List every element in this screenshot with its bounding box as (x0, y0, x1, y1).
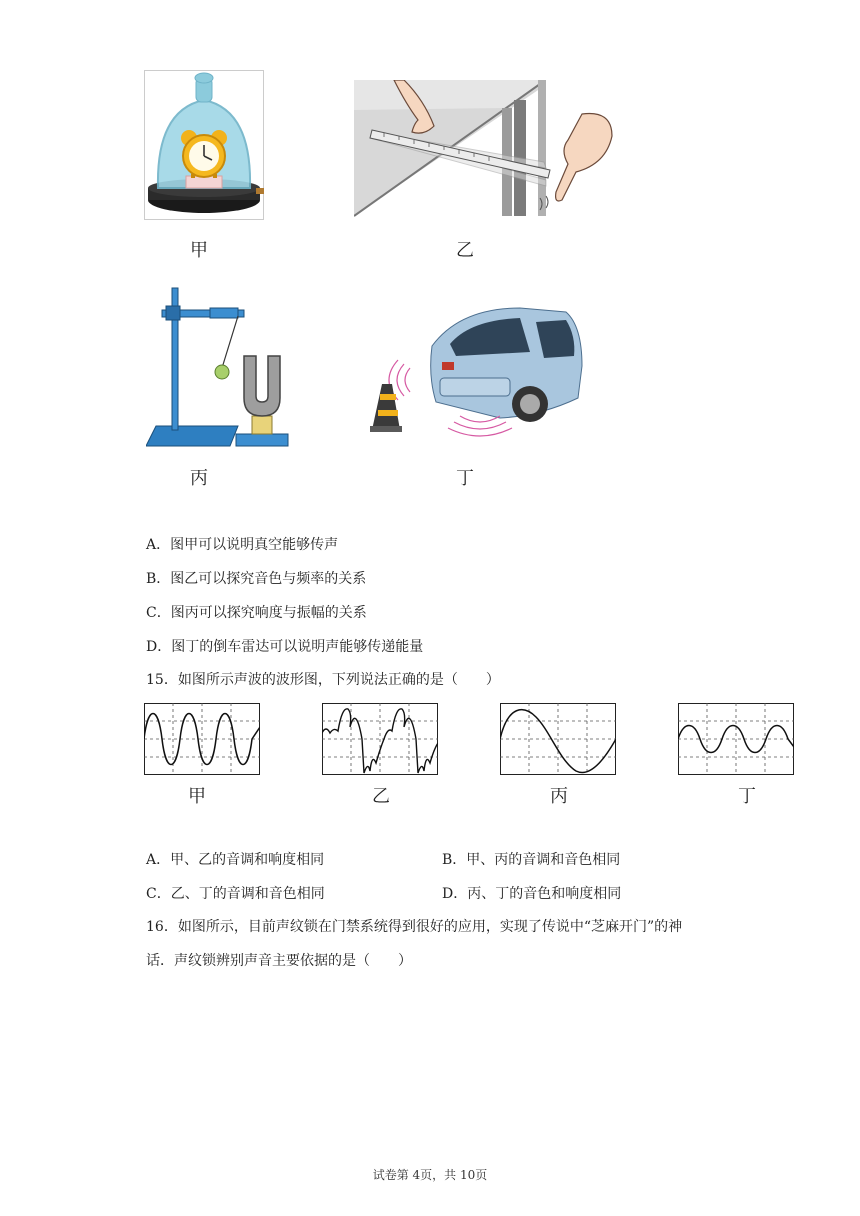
q15-option-a: A．甲、乙的音调和响度相同 (146, 852, 325, 868)
figure-jia-bell-jar (144, 70, 264, 220)
waveform-jia (144, 703, 260, 775)
waveform-yi (322, 703, 438, 775)
wave-label-ding: 丁 (738, 786, 756, 807)
waveform-ding (678, 703, 794, 775)
figure-ding-reverse-radar-car (370, 306, 584, 452)
q16-stem-line2: 话．声纹锁辨别声音主要依据的是（ ） (146, 953, 412, 969)
figure-yi-ruler-table (354, 80, 616, 218)
q15-option-c: C．乙、丁的音调和音色相同 (146, 886, 325, 902)
figure-bing-tuning-fork (146, 284, 292, 452)
q14-option-a: A．图甲可以说明真空能够传声 (146, 537, 339, 553)
figure-label-jia: 甲 (190, 240, 208, 261)
q15-option-b: B．甲、丙的音调和音色相同 (442, 852, 621, 868)
q15-option-d: D．丙、丁的音色和响度相同 (442, 886, 622, 902)
figure-label-ding: 丁 (456, 468, 474, 489)
wave-label-jia: 甲 (188, 786, 206, 807)
page-footer: 试卷第 4页，共 10页 (372, 1168, 488, 1182)
wave-label-yi: 乙 (372, 786, 390, 807)
figure-label-yi: 乙 (456, 240, 474, 261)
q15-stem: 15．如图所示声波的波形图，下列说法正确的是（ ） (146, 672, 500, 688)
waveform-bing (500, 703, 616, 775)
q14-option-d: D．图丁的倒车雷达可以说明声能够传递能量 (146, 639, 424, 655)
q16-stem-line1: 16．如图所示，目前声纹锁在门禁系统得到很好的应用，实现了传说中“芝麻开门”的神 (146, 919, 683, 935)
q14-option-c: C．图丙可以探究响度与振幅的关系 (146, 605, 367, 621)
figure-label-bing: 丙 (190, 468, 208, 489)
wave-label-bing: 丙 (550, 786, 568, 807)
q14-option-b: B．图乙可以探究音色与频率的关系 (146, 571, 367, 587)
